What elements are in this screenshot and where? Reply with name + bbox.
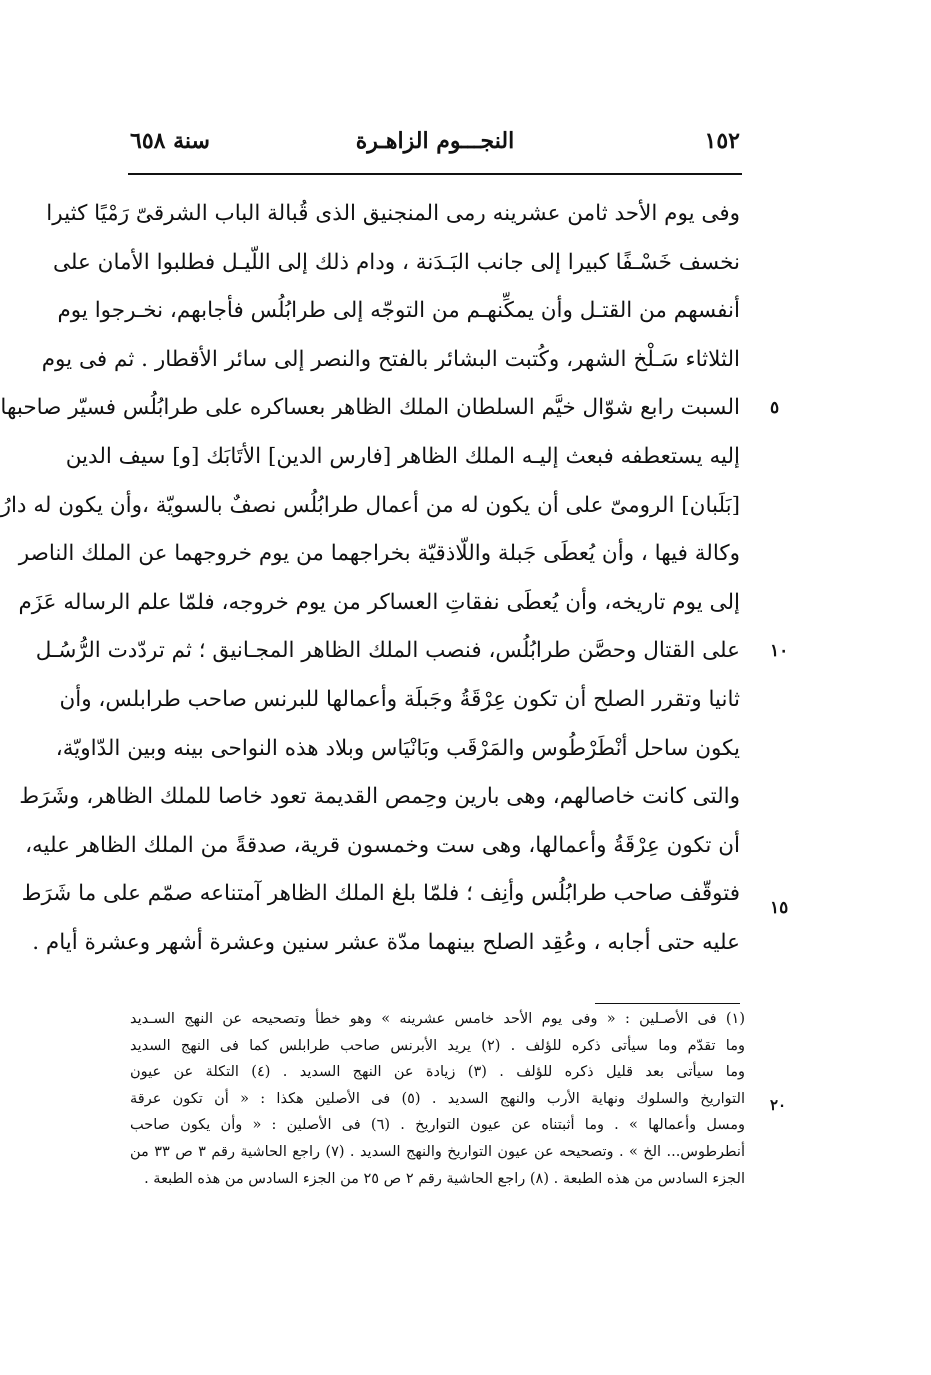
book-title: النجـــوم الزاهـرة [355, 128, 515, 154]
text-line: الثلاثاء سَـلْخ الشهر، وكُتبت البشائر بالفتح والنصر إلى سائر الأقطار . ثم فى يوم [41, 346, 740, 372]
footnote-line: الجزء السادس من هذه الطبعة . (٨) راجع الحاشية رقم ٢ ص ٢٥ من الجزء السادس من هذه الطبعة . [144, 1170, 745, 1187]
footnote-line: أنطرطوس... الخ » . وتصحيحه عن عيون التواريخ والنهج السديد . (٧) راجع الحاشية رقم ٣ ص ٣٣ من [130, 1143, 745, 1160]
text-line: ثانيا وتقرر الصلح أن تكون عِرْقَةُ وجَبلَة وأعمالها للبرنس صاحب طرابلس، وأن [59, 686, 740, 712]
text-line: إليه يستعطفه فبعث إليـه الملك الظاهر [فارس الدين] الأتَابَك [و] سيف الدين [65, 443, 740, 469]
text-line: فتوقّف صاحب طرابُلُس وأنِف ؛ فلمّا بلغ الملك الظاهر آمتناعه صمّم على ما شَرَط [21, 881, 740, 907]
footnote-line: وما تقدّم وما سيأتى ذكره للؤلف . (٢) يريد الأبرنس صاحب طرابلس كما فى النهج السديد [130, 1037, 745, 1054]
text-line: إلى يوم تاريخه، وأن يُعطَى نفقاتِ العساكر من يوم خروجه، فلمّا علم الرساله عَزَم [18, 589, 740, 615]
text-line: عليه حتى أجابه ، وعُقِد الصلح بينهما مدّة عشر سنين وعشرة أشهر وعشرة أيام . [32, 929, 740, 955]
text-line: نخسف خَسْـفًا كبيرا إلى جانب البَـدَنة ، ودام ذلك إلى اللّيـل فطلبوا الأمان على [52, 249, 740, 275]
line-number-10: ١٠ [770, 641, 789, 661]
year-label: سنة ٦٥٨ [130, 128, 210, 154]
text-line: والتى كانت خاصالهم، وهى بارين وحِمص القديمة تعود خاصا للملك الظاهر، وشَرَط [19, 784, 740, 810]
text-line: يكون ساحل أنْطَرْطُوس والمَرْقَب وبَانْيَاس وبلاد هذه النواحى بينه وبين الدّاويّة، [55, 735, 740, 761]
running-header [130, 128, 740, 168]
text-line: وكالة فيها ، وأن يُعطَى جَبلة واللّاذقيّة بخراجهما من يوم خروجهما عن الملك الناصر [18, 541, 740, 567]
line-number-5: ٥ [770, 398, 780, 418]
main-text [0, 190, 740, 968]
footnote-line: التواريخ والسلوك ونهاية الأرب والنهج السديد . (٥) فى الأصلين هكذا : « أن تكون عرقة [130, 1090, 745, 1107]
footnote-line: وما سيأتى بعد قليل ذكره للؤلف . (٣) زيادة عن النهج السديد . (٤) التكلة عن عيون [130, 1064, 745, 1081]
text-line: أن تكون عِرْقَةُ وأعمالها، وهى ست وخمسون قرية، صدقةً من الملك الظاهر عليه، [25, 832, 740, 858]
footnote-line: ومسل وأعمالها » . وما أثبتناه عن عيون التواريخ . (٦) فى الأصلين : « وأن يكون صاحب [130, 1117, 746, 1134]
footnote-rule [595, 1003, 740, 1004]
line-number-15: ١٥ [770, 898, 789, 918]
text-line: على القتال وحصَّن طرابُلُس، فنصب الملك الظاهر المجـانيق ؛ ثم تردّدت الرُّسُـل [35, 638, 740, 664]
text-line: أنفسهم من القتـل وأن يمكِّنهـم من التوجّه إلى طرابُلُس فأجابهم، نخـرجوا يوم [57, 298, 740, 324]
header-rule [128, 173, 742, 175]
page-number: ١٥٢ [704, 128, 740, 154]
line-number-20: ٢٠ [770, 1096, 787, 1114]
text-line: [بَلَبان] الرومىّ على أن يكون له من أعمال طرابُلُس نصفٌ بالسويّة ،وأن يكون له دارُ [0, 492, 740, 518]
text-line: السبت رابع شوّال خيَّم السلطان الملك الظاهر بعساكره على طرابُلُس فسيّر صاحبها [0, 395, 740, 421]
footnote-line: (١) فى الأصـلين : « وفى يوم الأحد خامس عشرينه » وهو خطأ وتصحيحه عن النهج السـديد [130, 1011, 745, 1027]
text-line: وفى يوم الأحد ثامن عشرينه رمى المنجنيق الذى قُبالة الباب الشرقىّ رَمْيًا كثيرا [46, 201, 740, 226]
footnotes [130, 1006, 745, 1192]
